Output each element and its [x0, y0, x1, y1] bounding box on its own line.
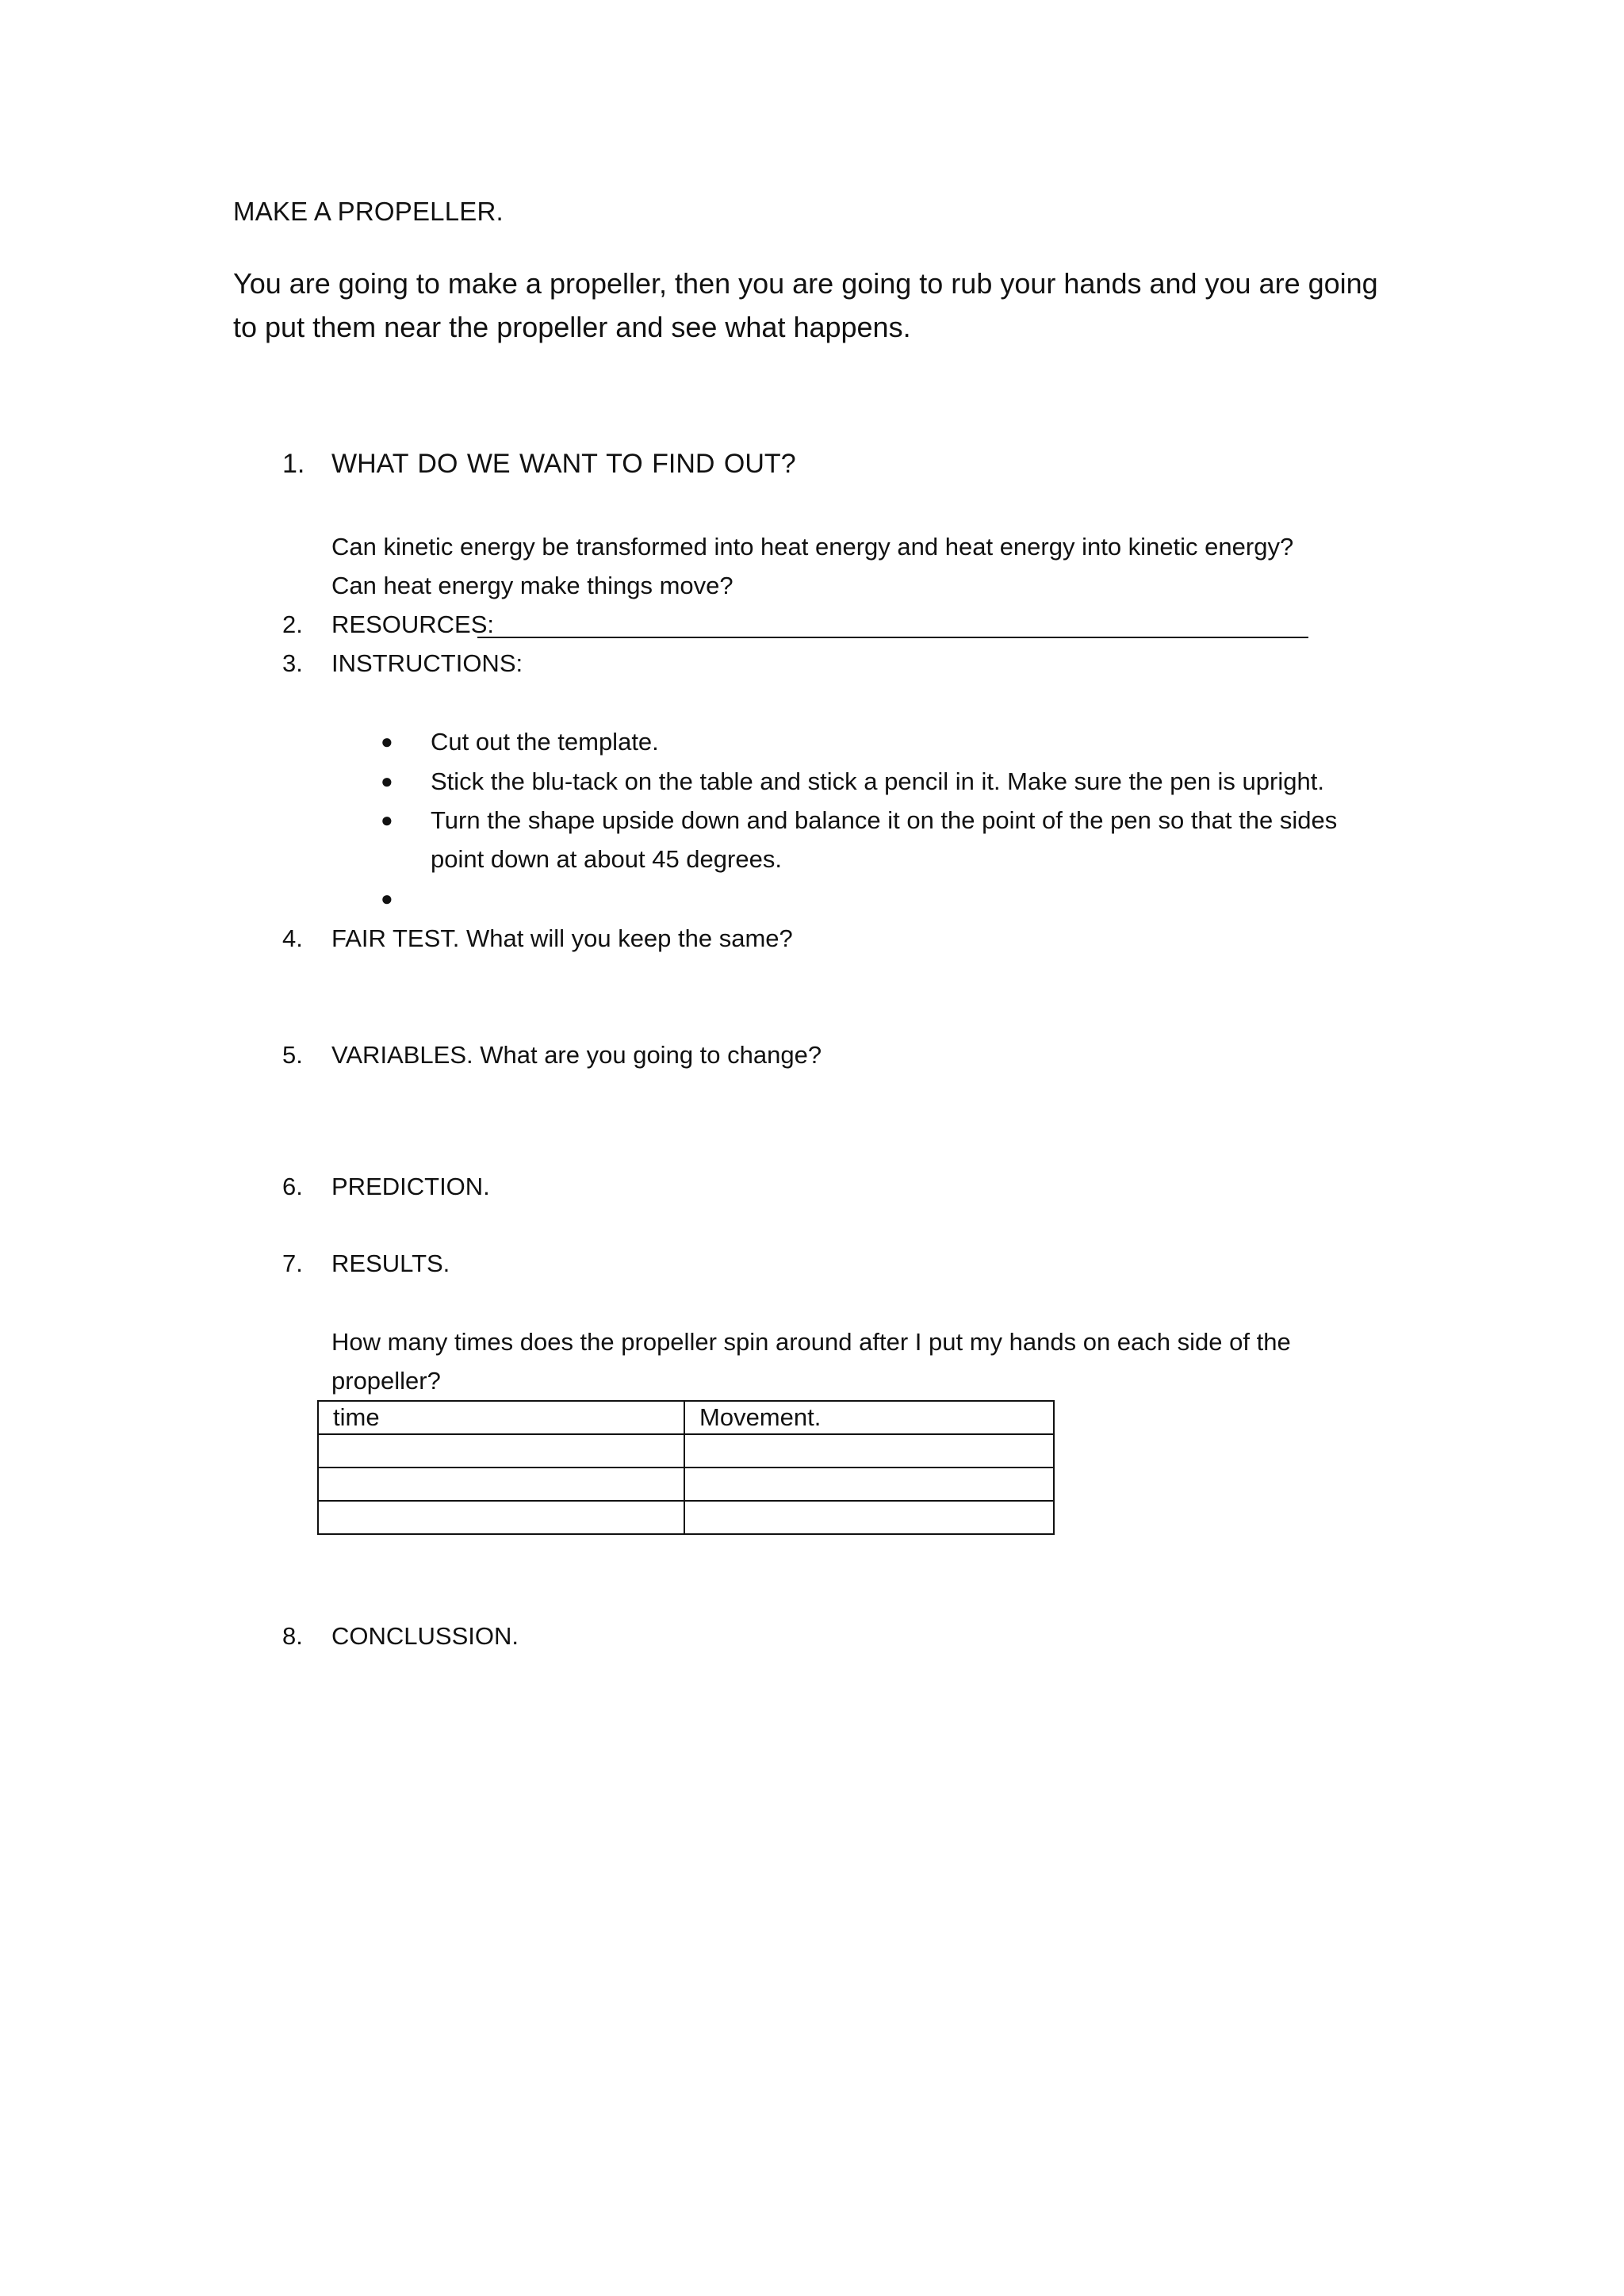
instruction-item: Stick the blu-tack on the table and stick a pencil in it. Make sure the pen is upright. — [431, 767, 1324, 795]
results-question: How many times does the propeller spin around after I put my hands on each side of the propeller? — [331, 1328, 1291, 1395]
table-cell[interactable] — [318, 1501, 684, 1534]
table-cell[interactable] — [684, 1434, 1054, 1468]
results-label: RESULTS. — [331, 1249, 450, 1277]
bullet-icon: ● — [381, 886, 393, 910]
resources-label: RESOURCES: — [331, 610, 494, 638]
fair-test-label: FAIR TEST. What will you keep the same? — [331, 924, 793, 952]
bullet-icon: ● — [381, 769, 393, 793]
table-header-time: time — [318, 1401, 684, 1434]
section-5-number: 5. — [282, 1041, 303, 1069]
prediction-label: PREDICTION. — [331, 1173, 490, 1200]
table-cell[interactable] — [318, 1468, 684, 1501]
table-row — [318, 1434, 1054, 1468]
intro-paragraph: You are going to make a propeller, then you are going to rub your hands and you are going to put them near the propeller and see what happens. — [233, 267, 1378, 343]
instructions-label: INSTRUCTIONS: — [331, 649, 523, 677]
bullet-icon: ● — [381, 808, 393, 832]
instruction-item: Cut out the template. — [431, 728, 659, 756]
section-7-number: 7. — [282, 1249, 303, 1277]
table-cell[interactable] — [684, 1468, 1054, 1501]
table-cell[interactable] — [684, 1501, 1054, 1534]
section-1-question-1: Can kinetic energy be transformed into heat energy and heat energy into kinetic energy? — [331, 533, 1294, 561]
section-8-number: 8. — [282, 1622, 303, 1650]
section-6-number: 6. — [282, 1173, 303, 1200]
section-1-question-2: Can heat energy make things move? — [331, 572, 733, 599]
section-1-number: 1. — [282, 449, 305, 479]
instruction-item: Turn the shape upside down and balance it on the point of the pen so that the sides point down at about 45 degrees. — [431, 806, 1338, 873]
page-title: MAKE A PROPELLER. — [233, 197, 504, 226]
conclusion-label: CONCLUSSION. — [331, 1622, 519, 1650]
table-header-movement: Movement. — [684, 1401, 1054, 1434]
table-row — [318, 1468, 1054, 1501]
bullet-icon: ● — [381, 729, 393, 753]
resources-answer-line[interactable] — [477, 637, 1308, 638]
section-3-number: 3. — [282, 649, 303, 677]
table-row — [318, 1501, 1054, 1534]
table-cell[interactable] — [318, 1434, 684, 1468]
table-header-row — [318, 1401, 1054, 1434]
variables-label: VARIABLES. What are you going to change? — [331, 1041, 822, 1069]
section-4-number: 4. — [282, 924, 303, 952]
section-2-number: 2. — [282, 610, 303, 638]
section-1-heading: WHAT DO WE WANT TO FIND OUT? — [331, 449, 796, 479]
results-table — [317, 1400, 1055, 1535]
